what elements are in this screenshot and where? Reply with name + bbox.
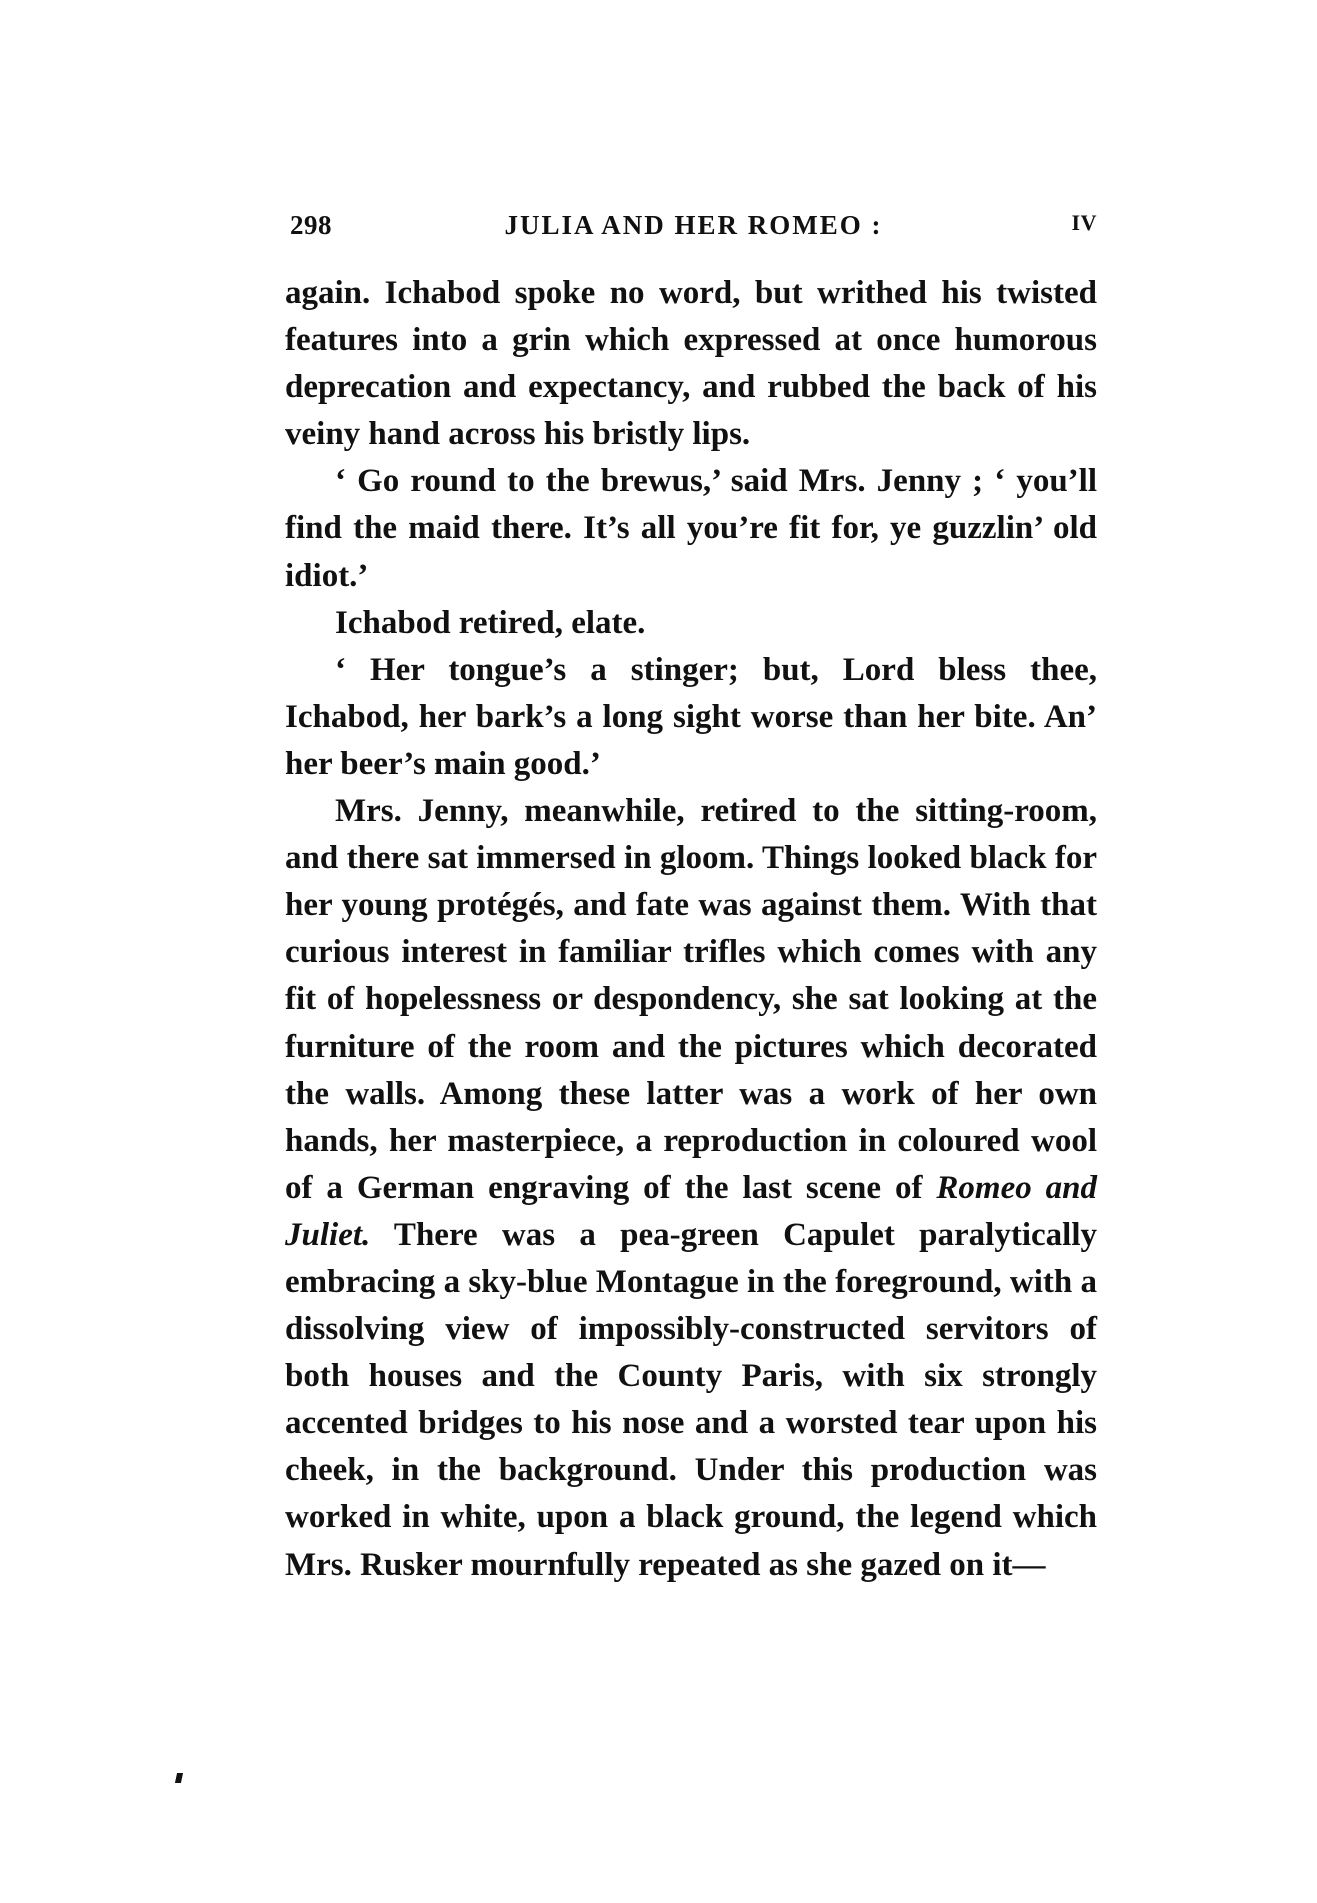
paragraph-text: Mrs. Jenny, meanwhile, retired to the sitting-room, and there sat immersed in gloom. Things looked black for her young protégés, and fate was against them. With that curious interest in familiar trifles which comes with any fit of hopelessness or despondency, she sat looking at the furniture of the room and the pictures which decorated the walls. Among these latter was a work of her own hands, her masterpiece, a reproduction in coloured wool of a German engraving of the last scene of xyxy=(285,793,1097,1206)
page-number: 298 xyxy=(290,210,332,240)
section-number: IV xyxy=(1071,210,1097,235)
paragraph-text: There was a pea-green Capulet paralytically embracing a sky-blue Montague in the foreground, with a dissolving view of impossibly-constructed servitors of both houses and the County Paris, with six strongly accented bridges to his nose and a worsted tear upon his cheek, in the background. Under this production was worked in white, upon a black ground, the legend which Mrs. Rusker mournfully repeated as she gazed on it— xyxy=(285,1216,1097,1583)
paragraph: ‘ Go round to the brewus,’ said Mrs. Jenny ; ‘ you’ll find the maid there. It’s all you’re fit for, ye guzzlin’ old idiot.’ xyxy=(285,463,1097,594)
italic-title: Romeo and Juliet. xyxy=(285,1169,1097,1253)
paragraph: ‘ Her tongue’s a stinger; but, Lord bless thee, Ichabod, her bark’s a long sight worse than her bite. An’ her beer’s main good.’ xyxy=(285,651,1097,782)
body-text xyxy=(285,270,1097,1589)
running-title: JULIA AND HER ROMEO : xyxy=(504,210,883,240)
printer-mark xyxy=(175,1773,183,1783)
paragraph-continuation: again. Ichabod spoke no word, but writhed his twisted features into a grin which expressed at once humorous deprecation and expectancy, and rubbed the back of his veiny hand across his bristly lips. xyxy=(285,275,1097,453)
paragraph: Ichabod retired, elate. xyxy=(335,604,646,641)
running-head xyxy=(290,210,1097,246)
paragraph xyxy=(285,788,1097,1589)
